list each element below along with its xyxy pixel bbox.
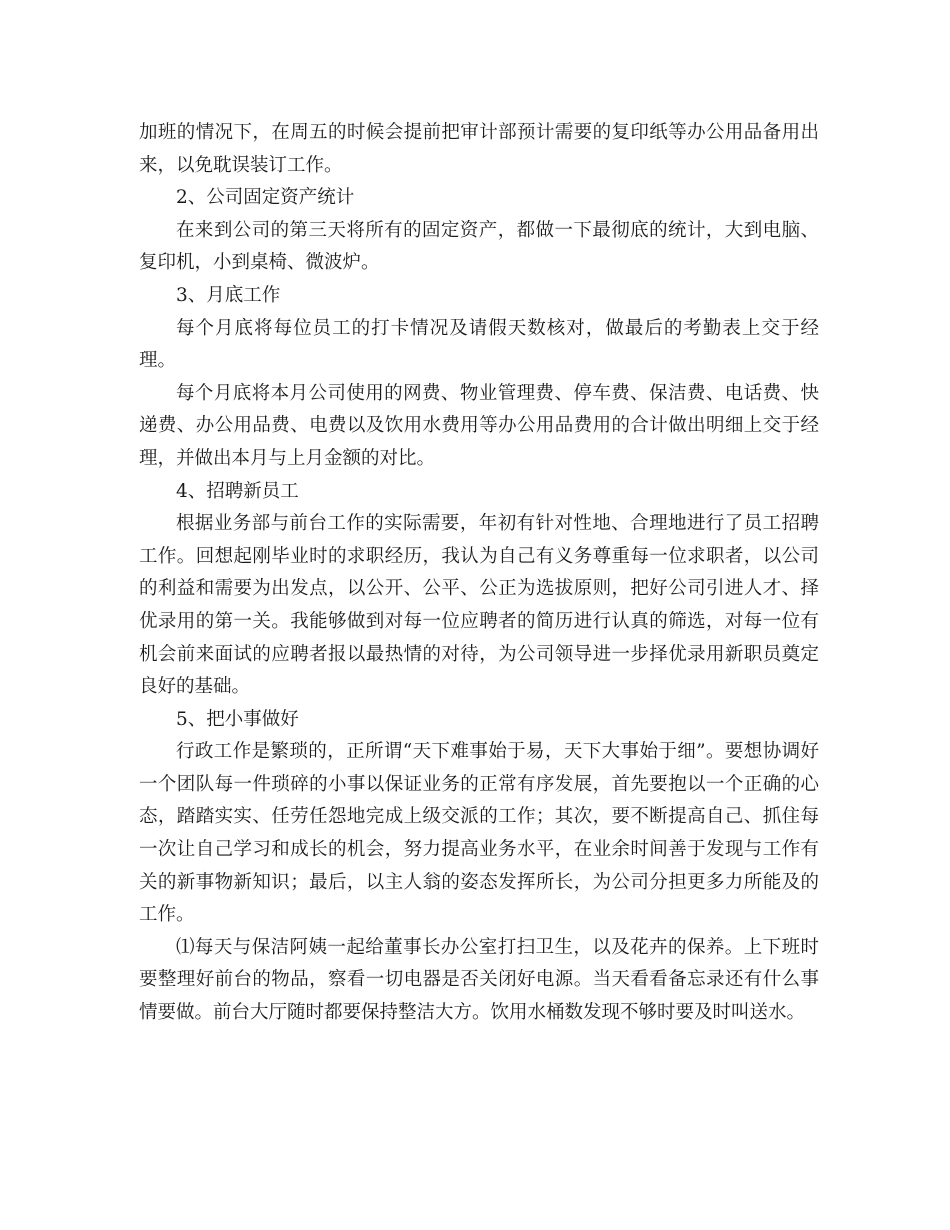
paragraph-daily-tasks: ⑴每天与保洁阿姨一起给董事长办公室打扫卫生，以及花卉的保养。上下班时要整理好前台的物品，察看一切电器是否关闭好电源。当天看看备忘录还有什么事情要做。前台大厅随时都要保持整洁大方。饮用水桶数发现不够时要及时叫送水。: [139, 936, 819, 1024]
paragraph-fixed-assets: 在来到公司的第三天将所有的固定资产，都做一下最彻底的统计，大到电脑、复印机，小到桌椅、微波炉。: [139, 219, 819, 274]
paragraph-admin-work: 行政工作是繁琐的，正所谓“天下难事始于易，天下大事始于细”。要想协调好一个团队每一件琐碎的小事以保证业务的正常有序发展，首先要抱以一个正确的心态，踏踏实实、任劳任怨地完成上级交派的工作；其次，要不断提高自己、抓住每一次让自己学习和成长的机会，努力提高业务水平，在业余时间善于发现与工作有关的新事物新知识；最后，以主人翁的姿态发挥所长，为公司分担更多力所能及的工作。: [139, 741, 819, 926]
section-heading-recruitment: 4、招聘新员工: [176, 480, 299, 502]
section-heading-month-end: 3、月底工作: [176, 284, 281, 306]
paragraph-expenses: 每个月底将本月公司使用的网费、物业管理费、停车费、保洁费、电话费、快递费、办公用品费、电费以及饮用水费用等办公用品费用的合计做出明细上交于经理，并做出本月与上月金额的对比。: [139, 382, 819, 469]
paragraph-recruitment: 根据业务部与前台工作的实际需要，年初有针对性地、合理地进行了员工招聘工作。回想起刚毕业时的求职经历，我认为自己有义务尊重每一位求职者，以公司的利益和需要为出发点，以公开、公平、公正为选拔原则，把好公司引进人才、择优录用的第一关。我能够做到对每一位应聘者的简历进行认真的筛选，对每一位有机会前来面试的应聘者报以最热情的对待，为公司领导进一步择优录用新职员奠定良好的基础。: [139, 513, 819, 698]
paragraph-continuation: 加班的情况下，在周五的时候会提前把审计部预计需要的复印纸等办公用品备用出来，以免耽误装订工作。: [139, 122, 819, 176]
section-heading-fixed-assets: 2、公司固定资产统计: [176, 187, 355, 209]
section-heading-small-things: 5、把小事做好: [176, 708, 299, 730]
document-body: [139, 117, 819, 1030]
paragraph-attendance: 每个月底将每位员工的打卡情况及请假天数核对，做最后的考勤表上交于经理。: [139, 317, 819, 372]
